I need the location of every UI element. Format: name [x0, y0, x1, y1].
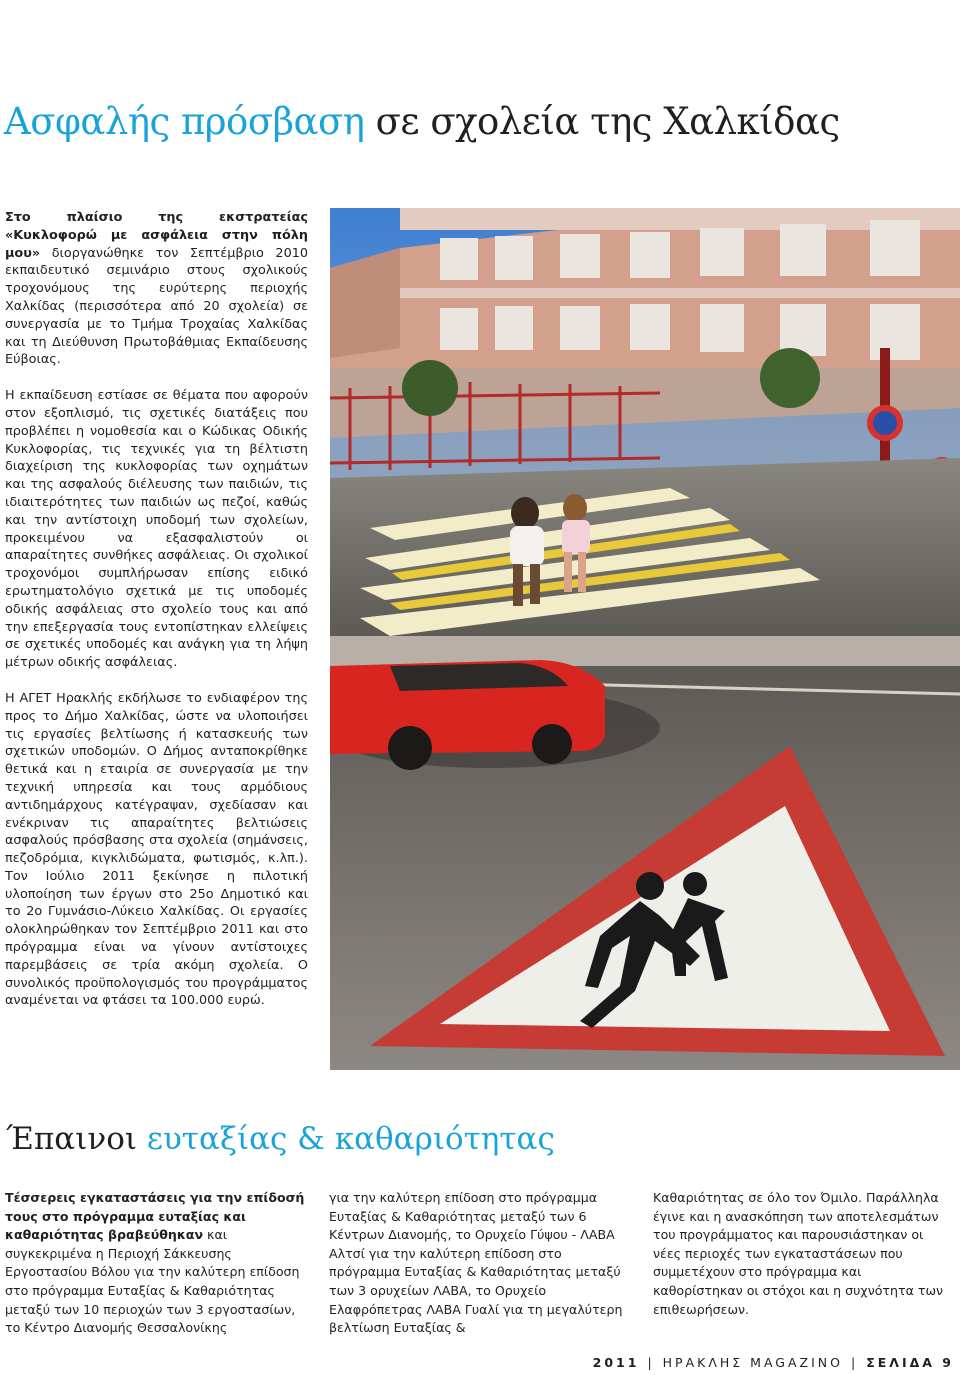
road-sign-photo — [330, 636, 960, 1070]
awards-column-3 — [653, 1189, 953, 1319]
title-accent-2: ευταξίας & καθαριότητας — [137, 1121, 555, 1157]
title-accent: Ασφαλής πρόσβαση — [4, 100, 365, 143]
page-footer — [593, 1355, 954, 1370]
awards-text-1: και συγκεκριμένα η Περιοχή Σάκκευσης Εργοστασίου Βόλου για την καλύτερη επίδοση στο πρόγραμμα Ευταξίας & Καθαριότητας μεταξύ των 10 περιοχών των 3 εργοστασίων, το Κέντρο Διανομής Θεσσαλονίκης — [5, 1227, 300, 1336]
paragraph-training: Η εκπαίδευση εστίασε σε θέματα που αφορούν στον εξοπλισμό, τις σχετικές διατάξεις που προβλέπει η νομοθεσία και ο Κώδικας Οδικής Κυκλοφορίας, τις τεχνικές για τη βέλτιστη διαχείριση της κυκλοφορίας των οχημάτων και της ασφαλούς διέλευσης των παιδιών, τις ιδιαιτερότητες των παιδιών ως πεζοί, καθώς και την αντίστοιχη υποδομή των σχολείων, προκειμένου να εξασφαλιστούν οι απαραίτητες συνθήκες ασφάλειας. Οι σχολικοί τροχονόμοι συμπλήρωσαν επίσης ειδικό ερωτηματολόγιο σχετικά με τις υποδομές οδικής ασφάλειας στο σχολείο τους και από την επεξεργασία τους εντοπίστηκαν ελλείψεις σε σχετικές υποδομές και ανάγκη για τη λήψη μέτρων οδικής ασφάλειας. — [5, 388, 308, 671]
awards-paragraph-1 — [5, 1189, 310, 1338]
intro-bold: Στο πλαίσιο της εκστρατείας «Κυκλοφορώ με ασφάλεια στην πόλη μου» — [5, 210, 308, 261]
title-first: Έπαινοι — [6, 1121, 138, 1157]
paragraph-project: Η ΑΓΕΤ Ηρακλής εκδήλωσε το ενδιαφέρον της προς το Δήμο Χαλκίδας, ώστε να υλοποιήσει τις εργασίες βελτίωσης ή κατασκευής των σχετικών υποδομών. Ο Δήμος ανταποκρίθηκε θετικά και η εταιρία σε συνεργασία με την τεχνική υπηρεσία και τους αρμόδιους αντιδημάρχους κατέγραψαν, σχεδίασαν και ενέκριναν τις απαραίτητες βελτιώσεις ασφαλούς πρόσβασης στα σχολεία (σημάνσεις, πεζοδρόμια, κιγκλιδώματα, φωτισμός, κ.λπ.). Τον Ιούλιο 2011 ξεκίνησε η πιλοτική υλοποίηση των έργων στο 25ο Δημοτικό και το 2ο Γυμνάσιο-Λύκειο Χαλκίδας. Οι εργασίες ολοκληρώθηκαν τον Σεπτέμβριο 2011 και στο πρόγραμμα είναι να γίνουν αντίστοιχες παρεμβάσεις σε τρία ακόμη σχολεία. Ο συνολικός προϋπολογισμός του προγράμματος αναμένεται να φτάσει τα 100.000 ευρώ. — [5, 690, 308, 1009]
footer-magazine: ΗΡΑΚΛΗΣ MAGAZINO — [662, 1355, 843, 1370]
intro-paragraph — [5, 209, 308, 369]
awards-bold: Τέσσερεις εγκαταστάσεις για την επίδοσή τους στο πρόγραμμα ευταξίας και καθαριότητας βραβεύθηκαν — [5, 1190, 305, 1243]
footer-year: 2011 — [592, 1355, 640, 1370]
footer-separator: | — [850, 1355, 859, 1370]
title-rest: σε σχολεία της Χαλκίδας — [364, 100, 840, 143]
section-title — [6, 1121, 555, 1157]
awards-text-2: για την καλύτερη επίδοση στο πρόγραμμα Ευταξίας & Καθαριότητας μεταξύ των 6 Κέντρων Διανομής, το Ορυχείο Γύψου - ΛΑΒΑ Αλτσί για την καλύτερη επίδοση στο πρόγραμμα Ευταξίας & Καθαριότητας μεταξύ των 3 ορυχείων ΛΑΒΑ, το Ορυχείο Ελαφρόπετρας ΛΑΒΑ Γυαλί για τη μεγαλύτερη βελτίωση Ευταξίας & — [329, 1190, 623, 1336]
footer-page-number: ΣΕΛΙΔΑ 9 — [866, 1355, 954, 1370]
awards-column-1 — [5, 1189, 310, 1338]
footer-separator: | — [647, 1355, 655, 1370]
article-title — [4, 100, 840, 143]
school-crosswalk-photo — [330, 208, 960, 636]
intro-text: διοργανώθηκε τον Σεπτέμβριο 2010 εκπαιδευτικό σεμινάριο στους σχολικούς τροχονόμους της ευρύτερης περιοχής Χαλκίδας (περισσότερα από 20 σχολεία) σε συνεργασία με το Τμήμα Τροχαίας Χαλκίδας και τη Διεύθυνση Πρωτοβάθμιας Εκπαίδευσης Εύβοιας. — [5, 245, 308, 368]
awards-column-2 — [329, 1189, 634, 1338]
article-body-column — [5, 209, 308, 1010]
awards-text-3: Καθαριότητας σε όλο τον Όμιλο. Παράλληλα έγινε και η ανασκόπηση των αποτελεσμάτων του προγράμματος και παρουσιάστηκαν οι νέες περιοχές των εγκαταστάσεων που συμμετέχουν στο πρόγραμμα και καθορίστηκαν οι στόχοι και η συχνότητα των επιθεωρήσεων. — [653, 1190, 944, 1317]
